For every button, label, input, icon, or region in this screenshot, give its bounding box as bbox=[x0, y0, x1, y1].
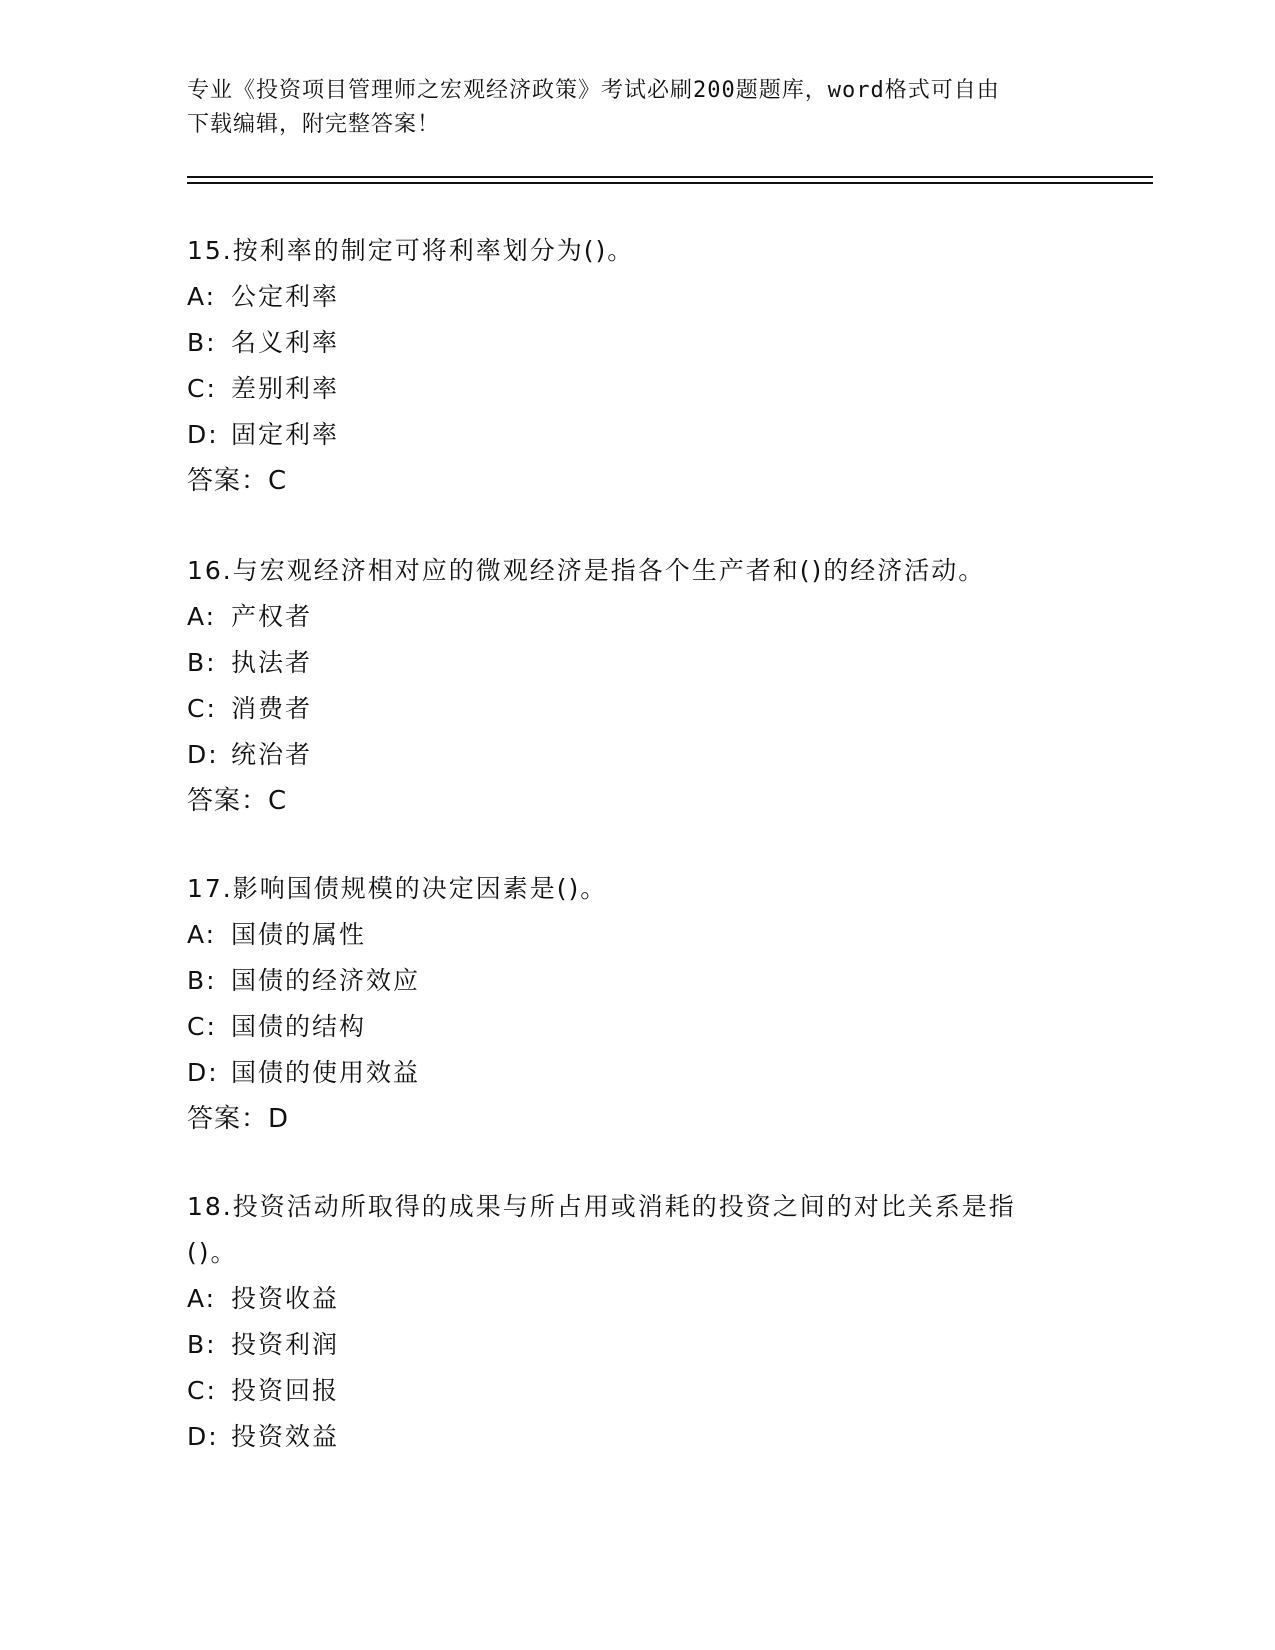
option-text: 投资利润 bbox=[231, 1330, 340, 1359]
option-text: 国债的结构 bbox=[231, 1012, 367, 1041]
option-text: 国债的经济效应 bbox=[231, 966, 421, 995]
option-key: D: bbox=[187, 740, 219, 769]
question-stem: 15.按利率的制定可将利率划分为()。 bbox=[187, 236, 635, 265]
option-a bbox=[187, 1276, 1087, 1322]
option-text: 国债的属性 bbox=[231, 920, 367, 949]
option-text: 名义利率 bbox=[231, 328, 340, 357]
option-key: C: bbox=[187, 694, 217, 723]
option-key: B: bbox=[187, 648, 217, 677]
option-text: 执法者 bbox=[231, 648, 313, 677]
option-key: D: bbox=[187, 420, 219, 449]
option-text: 投资收益 bbox=[231, 1284, 340, 1313]
question-stem-line-1: 18.投资活动所取得的成果与所占用或消耗的投资之间的对比关系是指 bbox=[187, 1192, 1016, 1221]
option-text: 投资回报 bbox=[231, 1376, 340, 1405]
option-a bbox=[187, 594, 1087, 640]
question-stem: 17.影响国债规模的决定因素是()。 bbox=[187, 874, 608, 903]
option-text: 差别利率 bbox=[231, 374, 340, 403]
option-d bbox=[187, 732, 1087, 778]
option-key: D: bbox=[187, 1422, 219, 1451]
option-text: 消费者 bbox=[231, 694, 313, 723]
option-text: 国债的使用效益 bbox=[231, 1058, 421, 1087]
option-key: C: bbox=[187, 1012, 217, 1041]
header-divider-bottom bbox=[187, 182, 1153, 184]
option-key: B: bbox=[187, 1330, 217, 1359]
question-18 bbox=[187, 1184, 1087, 1460]
option-c bbox=[187, 366, 1087, 412]
option-d bbox=[187, 1050, 1087, 1096]
option-c bbox=[187, 1368, 1087, 1414]
option-key: A: bbox=[187, 282, 217, 311]
question-16 bbox=[187, 548, 1087, 824]
option-key: B: bbox=[187, 966, 217, 995]
question-17 bbox=[187, 866, 1087, 1142]
option-b bbox=[187, 640, 1087, 686]
option-text: 投资效益 bbox=[231, 1422, 340, 1451]
header-divider-top bbox=[187, 176, 1153, 178]
option-b bbox=[187, 320, 1087, 366]
option-b bbox=[187, 1322, 1087, 1368]
option-a bbox=[187, 274, 1087, 320]
header-title-line-2: 下载编辑，附完整答案！ bbox=[187, 112, 441, 137]
option-text: 产权者 bbox=[231, 602, 313, 631]
option-key: A: bbox=[187, 1284, 217, 1313]
header-title-line-1: 专业《投资项目管理师之宏观经济政策》考试必刷200题题库，word格式可自由 bbox=[187, 78, 1000, 103]
answer: 答案：C bbox=[187, 786, 288, 816]
question-stem-line-2: ()。 bbox=[187, 1238, 238, 1267]
option-text: 统治者 bbox=[231, 740, 313, 769]
question-stem: 16.与宏观经济相对应的微观经济是指各个生产者和()的经济活动。 bbox=[187, 556, 986, 585]
option-key: C: bbox=[187, 1376, 217, 1405]
option-text: 公定利率 bbox=[231, 282, 340, 311]
option-text: 固定利率 bbox=[231, 420, 340, 449]
document-header bbox=[187, 74, 1067, 142]
option-a bbox=[187, 912, 1087, 958]
option-key: A: bbox=[187, 602, 217, 631]
option-c bbox=[187, 686, 1087, 732]
option-b bbox=[187, 958, 1087, 1004]
option-d bbox=[187, 412, 1087, 458]
option-key: D: bbox=[187, 1058, 219, 1087]
answer: 答案：D bbox=[187, 1104, 290, 1134]
option-d bbox=[187, 1414, 1087, 1460]
option-key: C: bbox=[187, 374, 217, 403]
option-key: B: bbox=[187, 328, 217, 357]
question-15 bbox=[187, 228, 1087, 504]
option-c bbox=[187, 1004, 1087, 1050]
option-key: A: bbox=[187, 920, 217, 949]
answer: 答案：C bbox=[187, 466, 288, 496]
